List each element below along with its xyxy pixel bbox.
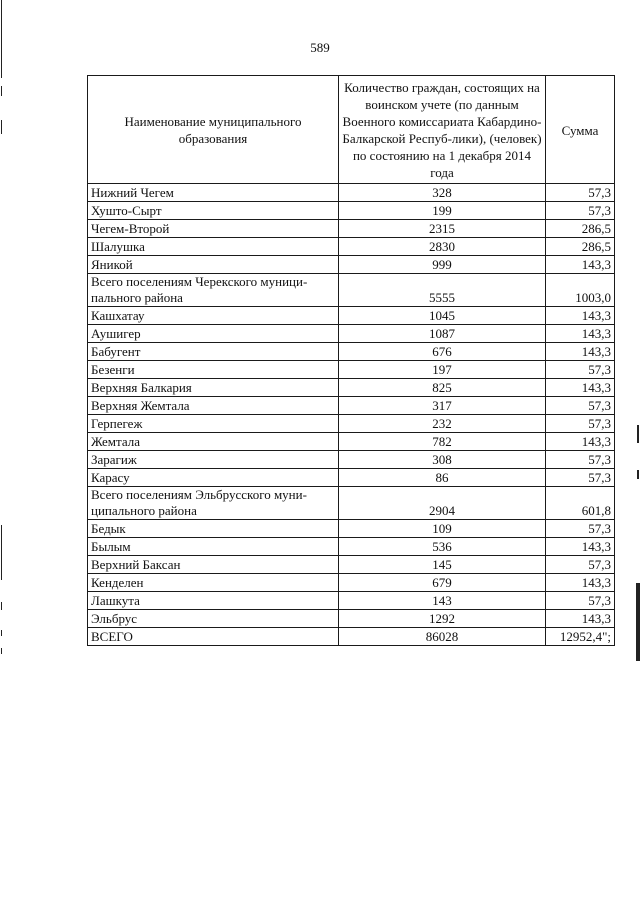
scan-edge-mark (637, 425, 639, 443)
table-row (88, 256, 615, 274)
table-row (88, 184, 615, 202)
citizen-count-cell: 143 (339, 592, 546, 610)
sum-cell: 57,3 (546, 415, 615, 433)
municipality-name-cell: Бабугент (88, 343, 339, 361)
table-row (88, 520, 615, 538)
table-row (88, 628, 615, 646)
municipality-name-cell: Верхняя Балкария (88, 379, 339, 397)
municipality-name-cell: Кенделен (88, 574, 339, 592)
citizen-count-cell: 1087 (339, 325, 546, 343)
municipality-name-cell: Чегем-Второй (88, 220, 339, 238)
sum-cell: 143,3 (546, 610, 615, 628)
sum-cell: 286,5 (546, 220, 615, 238)
sum-cell: 57,3 (546, 361, 615, 379)
sum-cell: 143,3 (546, 325, 615, 343)
citizen-count-cell: 109 (339, 520, 546, 538)
municipality-name-cell: Карасу (88, 469, 339, 487)
citizen-count-cell: 679 (339, 574, 546, 592)
municipality-name-cell: Всего поселениям Эльбрусского муни-ципального района (88, 487, 339, 520)
sum-cell: 1003,0 (546, 274, 615, 307)
citizen-count-cell: 328 (339, 184, 546, 202)
municipality-name-cell: Яникой (88, 256, 339, 274)
sum-cell: 57,3 (546, 556, 615, 574)
citizen-count-cell: 999 (339, 256, 546, 274)
sum-cell: 57,3 (546, 469, 615, 487)
sum-cell: 57,3 (546, 397, 615, 415)
table-row (88, 361, 615, 379)
municipality-name-cell: Былым (88, 538, 339, 556)
sum-cell: 57,3 (546, 520, 615, 538)
municipality-name-cell: Верхняя Жемтала (88, 397, 339, 415)
citizen-count-cell: 2830 (339, 238, 546, 256)
header-municipality-name: Наименование муниципального образования (88, 76, 339, 184)
table-row (88, 379, 615, 397)
sum-cell: 143,3 (546, 433, 615, 451)
sum-cell: 286,5 (546, 238, 615, 256)
sum-cell: 57,3 (546, 451, 615, 469)
citizen-count-cell: 1292 (339, 610, 546, 628)
page-number: 589 (310, 40, 330, 55)
municipality-name-cell: Герпегеж (88, 415, 339, 433)
citizen-count-cell: 86 (339, 469, 546, 487)
scan-edge-mark (1, 648, 2, 654)
table-row (88, 451, 615, 469)
table-row (88, 343, 615, 361)
municipality-name-cell: Кашхатау (88, 307, 339, 325)
scan-edge-mark (1, 120, 2, 134)
table-row (88, 433, 615, 451)
citizen-count-cell: 145 (339, 556, 546, 574)
allocation-table (87, 75, 615, 646)
scan-edge-mark (1, 86, 2, 96)
scan-edge-mark (1, 602, 2, 610)
municipality-name-cell: Жемтала (88, 433, 339, 451)
table-row (88, 592, 615, 610)
table-row (88, 415, 615, 433)
sum-cell: 143,3 (546, 538, 615, 556)
municipality-name-cell: Хушто-Сырт (88, 202, 339, 220)
citizen-count-cell: 825 (339, 379, 546, 397)
header-sum: Сумма (546, 76, 615, 184)
table-row (88, 574, 615, 592)
citizen-count-cell: 317 (339, 397, 546, 415)
sum-cell: 57,3 (546, 184, 615, 202)
sum-cell: 143,3 (546, 307, 615, 325)
table-row (88, 610, 615, 628)
citizen-count-cell: 308 (339, 451, 546, 469)
citizen-count-cell: 2904 (339, 487, 546, 520)
citizen-count-cell: 536 (339, 538, 546, 556)
header-citizen-count: Количество граждан, состоящих на воинском учете (по данным Военного комиссариата Кабардино-Балкарской Респуб-лики), (человек) по состоянию на 1 декабря 2014 года (339, 76, 546, 184)
municipality-name-cell: Эльбрус (88, 610, 339, 628)
table-header-row (88, 76, 615, 184)
sum-cell: 143,3 (546, 256, 615, 274)
table-row (88, 325, 615, 343)
table-row (88, 538, 615, 556)
municipality-name-cell: Аушигер (88, 325, 339, 343)
sum-cell: 601,8 (546, 487, 615, 520)
citizen-count-cell: 86028 (339, 628, 546, 646)
scan-edge-mark (636, 583, 640, 661)
scan-edge-mark (1, 630, 2, 636)
municipality-name-cell: Зарагиж (88, 451, 339, 469)
municipality-name-cell: Шалушка (88, 238, 339, 256)
scan-edge-mark (637, 470, 639, 479)
table-row (88, 469, 615, 487)
sum-cell: 57,3 (546, 202, 615, 220)
municipality-name-cell: ВСЕГО (88, 628, 339, 646)
sum-cell: 143,3 (546, 379, 615, 397)
municipality-name-cell: Лашкута (88, 592, 339, 610)
table-row (88, 307, 615, 325)
table-row (88, 556, 615, 574)
table-row (88, 202, 615, 220)
table-row (88, 487, 615, 520)
municipality-name-cell: Всего поселениям Черекского муници-пального района (88, 274, 339, 307)
scan-edge-mark (1, 525, 2, 580)
table-row (88, 274, 615, 307)
table-row (88, 397, 615, 415)
sum-cell: 12952,4"; (546, 628, 615, 646)
sum-cell: 57,3 (546, 592, 615, 610)
citizen-count-cell: 197 (339, 361, 546, 379)
citizen-count-cell: 5555 (339, 274, 546, 307)
citizen-count-cell: 2315 (339, 220, 546, 238)
municipality-name-cell: Нижний Чегем (88, 184, 339, 202)
sum-cell: 143,3 (546, 574, 615, 592)
table-row (88, 238, 615, 256)
municipality-name-cell: Бедык (88, 520, 339, 538)
citizen-count-cell: 199 (339, 202, 546, 220)
sum-cell: 143,3 (546, 343, 615, 361)
table-body (88, 184, 615, 646)
table-row (88, 220, 615, 238)
scan-edge-mark (1, 0, 2, 78)
citizen-count-cell: 782 (339, 433, 546, 451)
citizen-count-cell: 1045 (339, 307, 546, 325)
municipality-name-cell: Верхний Баксан (88, 556, 339, 574)
citizen-count-cell: 232 (339, 415, 546, 433)
citizen-count-cell: 676 (339, 343, 546, 361)
municipality-name-cell: Безенги (88, 361, 339, 379)
